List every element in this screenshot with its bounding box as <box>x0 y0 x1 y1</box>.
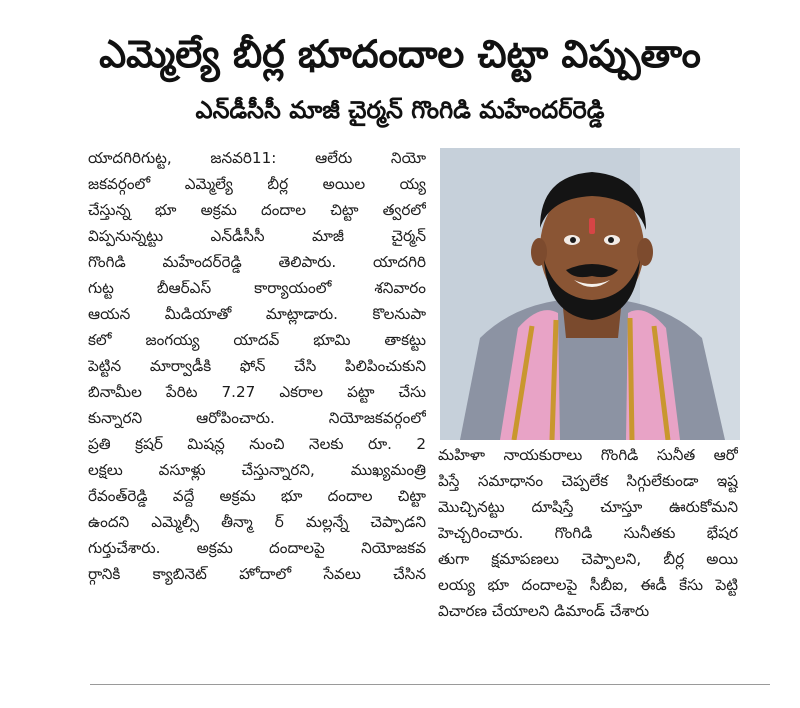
right-column <box>438 442 738 624</box>
body-line: కున్నారని ఆరోపించారు. నియోజకవర్గంలో <box>88 409 426 427</box>
body-line: కలో జంగయ్య యాదవ్ భూమి తాకట్టు <box>88 331 426 349</box>
portrait-illustration <box>440 148 740 440</box>
body-line: గొంగిడి మహేందర్‌రెడ్డి తెలిపారు. యాదగిరి <box>88 253 426 271</box>
body-line: విచారణ చేయాలని డిమాండ్ చేశారు <box>438 602 650 620</box>
body-line: బినామీల పేరిట 7.27 ఎకరాల పట్టా చేసు <box>88 383 426 401</box>
body-line: తుగా క్షమాపణలు చెప్పాలని, బీర్ల అయి <box>438 550 738 568</box>
body-line: హెచ్చరించారు. గొంగిడి సునీతకు భేషర <box>438 524 738 542</box>
body-line: రేవంత్‌రెడ్డి వద్దే అక్రమ భూ దందాల చిట్టా <box>88 487 426 505</box>
subheadline: ఎన్‌డీసీసీ మాజీ చైర్మన్ గొంగిడి మహేందర్‌రెడ్డి <box>195 96 605 124</box>
body-line: చేస్తున్న భూ అక్రమ దందాల చిట్టా త్వరలో <box>88 201 426 219</box>
body-line: లయ్య భూ దందాలపై సీబీఐ, ఈడీ కేసు పెట్టి <box>438 576 738 594</box>
body-line: ప్రతి క్రషర్ మిషన్ల నుంచి నెలకు రూ. 2 <box>88 435 426 453</box>
left-column <box>88 145 426 587</box>
body-line: గుర్తుచేశారు. అక్రమ దందాలపై నియోజకవ <box>88 539 426 557</box>
body-line: విప్పనున్నట్టు ఎన్‌డీసీసీ మాజీ చైర్మన్ <box>88 227 426 245</box>
body-line: ఉందని ఎమ్మెల్సీ తీన్మా ర్ మల్లన్నే చెప్పాడని <box>88 513 426 531</box>
body-line: ఆయన మీడియాతో మాట్లాడారు. కొలనుపా <box>88 305 426 323</box>
body-line: పెట్టిన మార్వాడీకి ఫోన్ చేసి పిలిపించుకుని <box>88 357 426 375</box>
body-line: గుట్ట బీఆర్‌ఎస్ కార్యాయంలో శనివారం <box>88 279 426 297</box>
headline: ఎమ్మెల్యే బీర్ల భూదందాల చిట్టా విప్పుతాం <box>99 32 701 76</box>
body-line: లక్షలు వసూళ్లు చేస్తున్నారని, ముఖ్యమంత్రి <box>88 461 426 479</box>
body-line: మొచ్చినట్టు దూషిస్తే చూస్తూ ఊరుకోమని <box>438 498 738 516</box>
body-line: పిస్తే సమాధానం చెప్పలేక సిగ్గులేకుండా ఇష్ట <box>438 472 738 490</box>
body-line: యాదగిరిగుట్ట, జనవరి11: ఆలేరు నియో <box>88 149 426 167</box>
body-line: ర్గానికి క్యాబినెట్ హోదాలో సేవలు చేసిన <box>88 565 426 583</box>
divider-rule <box>90 684 770 685</box>
body-line: జకవర్గంలో ఎమ్మెల్యే బీర్ల అయిల య్య <box>88 175 426 193</box>
portrait-photo <box>440 148 740 440</box>
body-line: మహిళా నాయకురాలు గొంగిడి సునీత ఆరో <box>438 446 738 464</box>
